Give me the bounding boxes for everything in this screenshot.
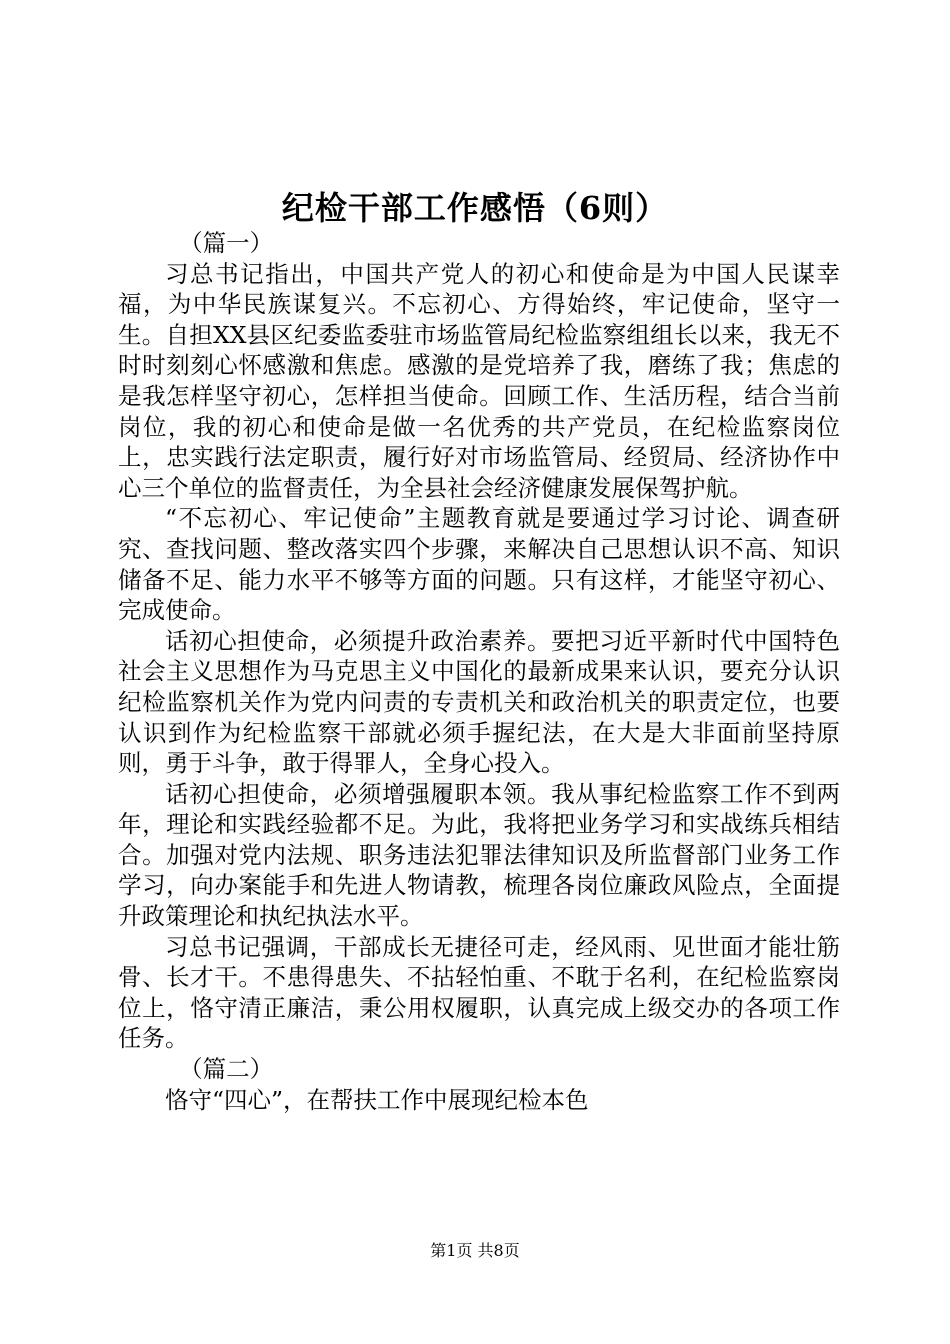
document-title: 纪检干部工作感悟（6则）: [281, 189, 669, 227]
section-label-1: （篇一）: [179, 229, 274, 257]
paragraph: “不忘初心、牢记使命”主题教育就是要通过学习讨论、调查研究、查找问题、整改落实四个步骤，来解决自己思想认识不高、知识储备不足、能力水平不够等方面的问题。只有这样，才能坚守初心、完成使命。: [118, 504, 840, 625]
paragraph: 习总书记强调，干部成长无捷径可走，经风雨、见世面才能壮筋骨、长才干。不患得患失、不拈轻怕重、不耽于名利，在纪检监察岗位上，恪守清正廉洁，秉公用权履职，认真完成上级交办的各项工作任务。: [118, 932, 840, 1053]
page-number-footer: 第1页 共8页: [430, 1241, 520, 1260]
section-label-2: （篇二）: [179, 1055, 274, 1084]
paragraph: 习总书记指出，中国共产党人的初心和使命是为中国人民谋幸福，为中华民族谋复兴。不忘初心、方得始终，牢记使命，坚守一生。自担XX县区纪委监委驻市场监管局纪检监察组组长以来，我无不时时刻刻心怀感激和焦虑。感激的是党培养了我，磨练了我；焦虑的是我怎样坚守初心，怎样担当使命。回顾工作、生活历程，结合当前岗位，我的初心和使命是做一名优秀的共产党员，在纪检监察岗位上，忠实践行法定职责，履行好对市场监管局、经贸局、经济协作中心三个单位的监督责任，为全县社会经济健康发展保驾护航。: [118, 259, 840, 502]
section-heading: 恪守“四心”，在帮扶工作中展现纪检本色: [165, 1085, 589, 1114]
paragraph: 话初心担使命，必须提升政治素养。要把习近平新时代中国特色社会主义思想作为马克思主义中国化的最新成果来认识，要充分认识纪检监察机关作为党内问责的专责机关和政治机关的职责定位，也要认识到作为纪检监察干部就必须手握纪法，在大是大非面前坚持原则，勇于斗争，敢于得罪人，全身心投入。: [118, 626, 840, 778]
paragraph: 话初心担使命，必须增强履职本领。我从事纪检监察工作不到两年，理论和实践经验都不足。为此，我将把业务学习和实战练兵相结合。加强对党内法规、职务违法犯罪法律知识及所监督部门业务工作学习，向办案能手和先进人物请教，梳理各岗位廉政风险点，全面提升政策理论和执纪执法水平。: [118, 779, 840, 931]
document-body: [118, 228, 840, 1115]
